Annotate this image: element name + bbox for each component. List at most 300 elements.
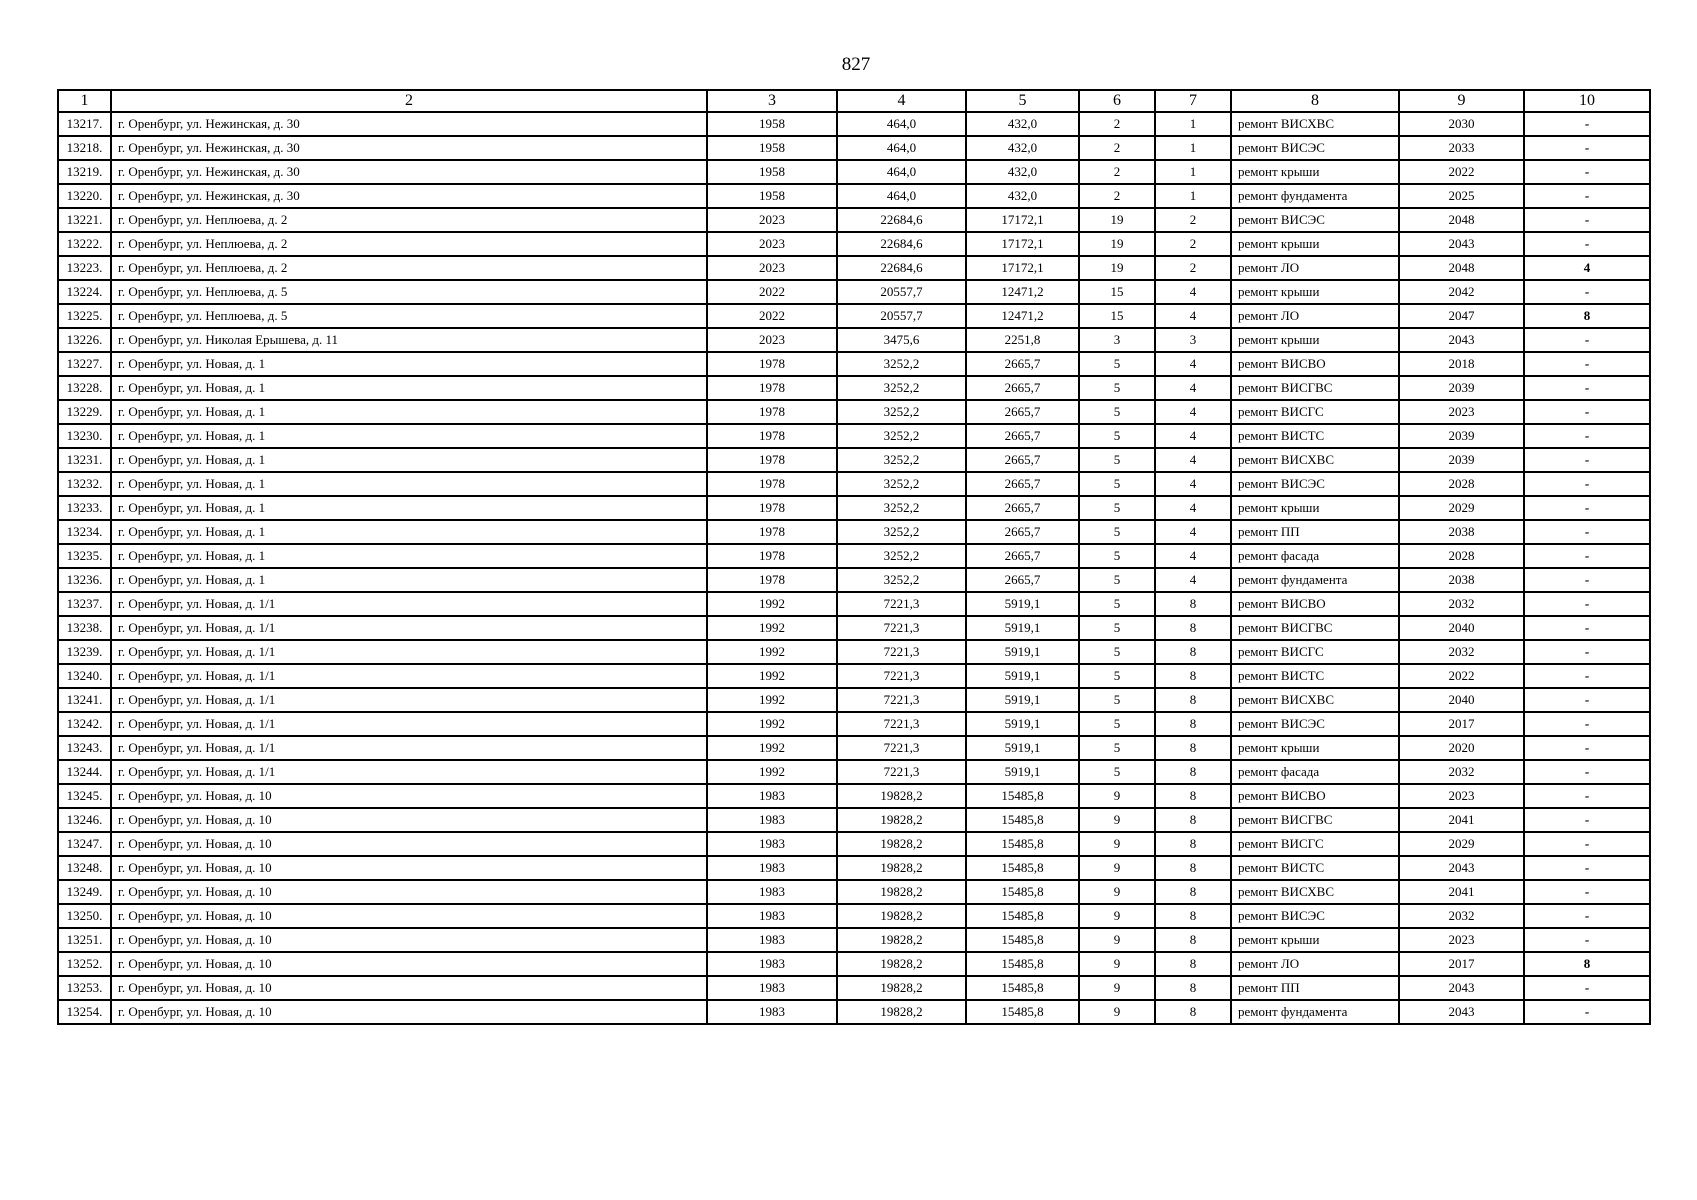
address-cell: г. Оренбург, ул. Неплюева, д. 5 bbox=[111, 304, 707, 328]
address-cell: г. Оренбург, ул. Николая Ерышева, д. 11 bbox=[111, 328, 707, 352]
living-area-cell: 2251,8 bbox=[966, 328, 1079, 352]
build-year-cell: 1992 bbox=[707, 592, 837, 616]
table-row bbox=[58, 784, 1650, 808]
repair-type-cell: ремонт крыши bbox=[1231, 496, 1399, 520]
repair-type-cell: ремонт фундамента bbox=[1231, 568, 1399, 592]
build-year-cell: 1958 bbox=[707, 112, 837, 136]
address-cell: г. Оренбург, ул. Новая, д. 1 bbox=[111, 568, 707, 592]
total-area-cell: 22684,6 bbox=[837, 232, 966, 256]
living-area-cell: 2665,7 bbox=[966, 472, 1079, 496]
total-area-cell: 7221,3 bbox=[837, 592, 966, 616]
planned-year-cell: 2047 bbox=[1399, 304, 1524, 328]
table-row bbox=[58, 496, 1650, 520]
build-year-cell: 1983 bbox=[707, 1000, 837, 1024]
repair-type-cell: ремонт ВИСВО bbox=[1231, 352, 1399, 376]
column-header-10: 10 bbox=[1524, 90, 1650, 112]
table-row bbox=[58, 376, 1650, 400]
entrances-cell: 4 bbox=[1155, 424, 1231, 448]
floors-cell: 3 bbox=[1079, 328, 1155, 352]
column-10-value-cell: - bbox=[1524, 160, 1650, 184]
address-cell: г. Оренбург, ул. Новая, д. 10 bbox=[111, 904, 707, 928]
entrances-cell: 8 bbox=[1155, 976, 1231, 1000]
build-year-cell: 2023 bbox=[707, 328, 837, 352]
row-number-cell: 13242. bbox=[58, 712, 111, 736]
repair-type-cell: ремонт ВИСЭС bbox=[1231, 472, 1399, 496]
column-10-value-cell: - bbox=[1524, 712, 1650, 736]
entrances-cell: 1 bbox=[1155, 112, 1231, 136]
row-number-cell: 13245. bbox=[58, 784, 111, 808]
column-10-value-cell: - bbox=[1524, 928, 1650, 952]
column-header-7: 7 bbox=[1155, 90, 1231, 112]
column-10-value-cell: - bbox=[1524, 640, 1650, 664]
living-area-cell: 5919,1 bbox=[966, 736, 1079, 760]
entrances-cell: 8 bbox=[1155, 664, 1231, 688]
living-area-cell: 15485,8 bbox=[966, 928, 1079, 952]
floors-cell: 5 bbox=[1079, 712, 1155, 736]
entrances-cell: 4 bbox=[1155, 448, 1231, 472]
living-area-cell: 5919,1 bbox=[966, 616, 1079, 640]
column-header-6: 6 bbox=[1079, 90, 1155, 112]
planned-year-cell: 2018 bbox=[1399, 352, 1524, 376]
entrances-cell: 8 bbox=[1155, 640, 1231, 664]
table-row bbox=[58, 232, 1650, 256]
column-header-4: 4 bbox=[837, 90, 966, 112]
entrances-cell: 2 bbox=[1155, 256, 1231, 280]
column-10-value-cell: - bbox=[1524, 376, 1650, 400]
build-year-cell: 1983 bbox=[707, 904, 837, 928]
floors-cell: 5 bbox=[1079, 760, 1155, 784]
row-number-cell: 13237. bbox=[58, 592, 111, 616]
repair-type-cell: ремонт крыши bbox=[1231, 280, 1399, 304]
total-area-cell: 7221,3 bbox=[837, 712, 966, 736]
address-cell: г. Оренбург, ул. Новая, д. 1 bbox=[111, 472, 707, 496]
total-area-cell: 3475,6 bbox=[837, 328, 966, 352]
planned-year-cell: 2041 bbox=[1399, 880, 1524, 904]
column-10-value-cell: - bbox=[1524, 400, 1650, 424]
repair-type-cell: ремонт ВИСХВС bbox=[1231, 688, 1399, 712]
build-year-cell: 1978 bbox=[707, 352, 837, 376]
floors-cell: 5 bbox=[1079, 568, 1155, 592]
living-area-cell: 17172,1 bbox=[966, 208, 1079, 232]
row-number-cell: 13243. bbox=[58, 736, 111, 760]
floors-cell: 5 bbox=[1079, 592, 1155, 616]
build-year-cell: 1978 bbox=[707, 376, 837, 400]
column-10-value-cell: - bbox=[1524, 112, 1650, 136]
repair-type-cell: ремонт ВИСХВС bbox=[1231, 880, 1399, 904]
build-year-cell: 1978 bbox=[707, 544, 837, 568]
table-row bbox=[58, 328, 1650, 352]
entrances-cell: 4 bbox=[1155, 352, 1231, 376]
row-number-cell: 13222. bbox=[58, 232, 111, 256]
living-area-cell: 2665,7 bbox=[966, 520, 1079, 544]
build-year-cell: 2022 bbox=[707, 280, 837, 304]
total-area-cell: 3252,2 bbox=[837, 496, 966, 520]
row-number-cell: 13246. bbox=[58, 808, 111, 832]
total-area-cell: 3252,2 bbox=[837, 424, 966, 448]
repair-type-cell: ремонт ВИСГС bbox=[1231, 832, 1399, 856]
floors-cell: 5 bbox=[1079, 640, 1155, 664]
build-year-cell: 1983 bbox=[707, 832, 837, 856]
total-area-cell: 464,0 bbox=[837, 160, 966, 184]
column-10-value-cell: 8 bbox=[1524, 952, 1650, 976]
planned-year-cell: 2039 bbox=[1399, 376, 1524, 400]
address-cell: г. Оренбург, ул. Новая, д. 1 bbox=[111, 400, 707, 424]
column-header-9: 9 bbox=[1399, 90, 1524, 112]
address-cell: г. Оренбург, ул. Неплюева, д. 2 bbox=[111, 232, 707, 256]
column-10-value-cell: - bbox=[1524, 136, 1650, 160]
planned-year-cell: 2040 bbox=[1399, 616, 1524, 640]
row-number-cell: 13239. bbox=[58, 640, 111, 664]
floors-cell: 5 bbox=[1079, 376, 1155, 400]
address-cell: г. Оренбург, ул. Новая, д. 10 bbox=[111, 952, 707, 976]
repair-type-cell: ремонт крыши bbox=[1231, 232, 1399, 256]
floors-cell: 2 bbox=[1079, 184, 1155, 208]
planned-year-cell: 2028 bbox=[1399, 472, 1524, 496]
repair-type-cell: ремонт ВИСТС bbox=[1231, 424, 1399, 448]
column-10-value-cell: - bbox=[1524, 544, 1650, 568]
total-area-cell: 3252,2 bbox=[837, 544, 966, 568]
row-number-cell: 13233. bbox=[58, 496, 111, 520]
table-row bbox=[58, 712, 1650, 736]
planned-year-cell: 2023 bbox=[1399, 784, 1524, 808]
build-year-cell: 1992 bbox=[707, 736, 837, 760]
build-year-cell: 1983 bbox=[707, 808, 837, 832]
entrances-cell: 2 bbox=[1155, 232, 1231, 256]
row-number-cell: 13248. bbox=[58, 856, 111, 880]
planned-year-cell: 2038 bbox=[1399, 568, 1524, 592]
table-row bbox=[58, 448, 1650, 472]
floors-cell: 5 bbox=[1079, 400, 1155, 424]
table-row bbox=[58, 928, 1650, 952]
planned-year-cell: 2038 bbox=[1399, 520, 1524, 544]
table-row bbox=[58, 736, 1650, 760]
address-cell: г. Оренбург, ул. Новая, д. 1/1 bbox=[111, 592, 707, 616]
repair-type-cell: ремонт ЛО bbox=[1231, 256, 1399, 280]
planned-year-cell: 2025 bbox=[1399, 184, 1524, 208]
table-row bbox=[58, 400, 1650, 424]
table-row bbox=[58, 592, 1650, 616]
total-area-cell: 464,0 bbox=[837, 112, 966, 136]
repair-type-cell: ремонт ПП bbox=[1231, 520, 1399, 544]
entrances-cell: 8 bbox=[1155, 832, 1231, 856]
column-10-value-cell: - bbox=[1524, 784, 1650, 808]
row-number-cell: 13234. bbox=[58, 520, 111, 544]
row-number-cell: 13253. bbox=[58, 976, 111, 1000]
column-10-value-cell: - bbox=[1524, 232, 1650, 256]
row-number-cell: 13223. bbox=[58, 256, 111, 280]
build-year-cell: 1958 bbox=[707, 184, 837, 208]
floors-cell: 2 bbox=[1079, 112, 1155, 136]
entrances-cell: 8 bbox=[1155, 880, 1231, 904]
address-cell: г. Оренбург, ул. Новая, д. 10 bbox=[111, 1000, 707, 1024]
column-10-value-cell: - bbox=[1524, 424, 1650, 448]
planned-year-cell: 2032 bbox=[1399, 904, 1524, 928]
living-area-cell: 2665,7 bbox=[966, 496, 1079, 520]
repair-type-cell: ремонт ВИСГС bbox=[1231, 640, 1399, 664]
column-10-value-cell: 8 bbox=[1524, 304, 1650, 328]
column-10-value-cell: - bbox=[1524, 688, 1650, 712]
total-area-cell: 3252,2 bbox=[837, 400, 966, 424]
address-cell: г. Оренбург, ул. Новая, д. 1/1 bbox=[111, 736, 707, 760]
floors-cell: 9 bbox=[1079, 880, 1155, 904]
table-row bbox=[58, 208, 1650, 232]
floors-cell: 9 bbox=[1079, 976, 1155, 1000]
planned-year-cell: 2030 bbox=[1399, 112, 1524, 136]
total-area-cell: 3252,2 bbox=[837, 376, 966, 400]
row-number-cell: 13217. bbox=[58, 112, 111, 136]
table-row bbox=[58, 688, 1650, 712]
column-10-value-cell: - bbox=[1524, 1000, 1650, 1024]
living-area-cell: 15485,8 bbox=[966, 1000, 1079, 1024]
address-cell: г. Оренбург, ул. Новая, д. 10 bbox=[111, 808, 707, 832]
table-row bbox=[58, 1000, 1650, 1024]
floors-cell: 5 bbox=[1079, 736, 1155, 760]
row-number-cell: 13231. bbox=[58, 448, 111, 472]
column-10-value-cell: - bbox=[1524, 832, 1650, 856]
column-10-value-cell: - bbox=[1524, 352, 1650, 376]
entrances-cell: 4 bbox=[1155, 304, 1231, 328]
total-area-cell: 7221,3 bbox=[837, 736, 966, 760]
floors-cell: 2 bbox=[1079, 136, 1155, 160]
repair-type-cell: ремонт фундамента bbox=[1231, 184, 1399, 208]
living-area-cell: 2665,7 bbox=[966, 424, 1079, 448]
build-year-cell: 1992 bbox=[707, 688, 837, 712]
build-year-cell: 2023 bbox=[707, 256, 837, 280]
living-area-cell: 432,0 bbox=[966, 136, 1079, 160]
floors-cell: 19 bbox=[1079, 208, 1155, 232]
planned-year-cell: 2043 bbox=[1399, 328, 1524, 352]
living-area-cell: 2665,7 bbox=[966, 400, 1079, 424]
total-area-cell: 20557,7 bbox=[837, 280, 966, 304]
floors-cell: 5 bbox=[1079, 616, 1155, 640]
column-10-value-cell: - bbox=[1524, 184, 1650, 208]
floors-cell: 9 bbox=[1079, 784, 1155, 808]
build-year-cell: 1978 bbox=[707, 520, 837, 544]
address-cell: г. Оренбург, ул. Новая, д. 1 bbox=[111, 520, 707, 544]
planned-year-cell: 2039 bbox=[1399, 448, 1524, 472]
total-area-cell: 19828,2 bbox=[837, 784, 966, 808]
total-area-cell: 19828,2 bbox=[837, 904, 966, 928]
repair-type-cell: ремонт ВИСГС bbox=[1231, 400, 1399, 424]
planned-year-cell: 2043 bbox=[1399, 232, 1524, 256]
repair-type-cell: ремонт ЛО bbox=[1231, 952, 1399, 976]
table-row bbox=[58, 184, 1650, 208]
total-area-cell: 19828,2 bbox=[837, 928, 966, 952]
build-year-cell: 1992 bbox=[707, 760, 837, 784]
table-body bbox=[58, 112, 1650, 1024]
living-area-cell: 5919,1 bbox=[966, 640, 1079, 664]
column-header-3: 3 bbox=[707, 90, 837, 112]
total-area-cell: 7221,3 bbox=[837, 640, 966, 664]
table-row bbox=[58, 352, 1650, 376]
table-row bbox=[58, 664, 1650, 688]
entrances-cell: 8 bbox=[1155, 688, 1231, 712]
column-10-value-cell: - bbox=[1524, 664, 1650, 688]
address-cell: г. Оренбург, ул. Нежинская, д. 30 bbox=[111, 136, 707, 160]
planned-year-cell: 2017 bbox=[1399, 712, 1524, 736]
table-row bbox=[58, 304, 1650, 328]
repair-type-cell: ремонт ВИСГВС bbox=[1231, 808, 1399, 832]
planned-year-cell: 2023 bbox=[1399, 928, 1524, 952]
entrances-cell: 8 bbox=[1155, 952, 1231, 976]
row-number-cell: 13227. bbox=[58, 352, 111, 376]
entrances-cell: 1 bbox=[1155, 136, 1231, 160]
repair-type-cell: ремонт ВИСГВС bbox=[1231, 376, 1399, 400]
build-year-cell: 1978 bbox=[707, 472, 837, 496]
table-row bbox=[58, 160, 1650, 184]
floors-cell: 5 bbox=[1079, 688, 1155, 712]
row-number-cell: 13224. bbox=[58, 280, 111, 304]
build-year-cell: 1992 bbox=[707, 664, 837, 688]
planned-year-cell: 2032 bbox=[1399, 592, 1524, 616]
row-number-cell: 13219. bbox=[58, 160, 111, 184]
entrances-cell: 4 bbox=[1155, 472, 1231, 496]
living-area-cell: 432,0 bbox=[966, 160, 1079, 184]
total-area-cell: 19828,2 bbox=[837, 808, 966, 832]
column-10-value-cell: - bbox=[1524, 280, 1650, 304]
living-area-cell: 15485,8 bbox=[966, 880, 1079, 904]
living-area-cell: 5919,1 bbox=[966, 592, 1079, 616]
total-area-cell: 19828,2 bbox=[837, 952, 966, 976]
address-cell: г. Оренбург, ул. Новая, д. 10 bbox=[111, 784, 707, 808]
repair-type-cell: ремонт ВИСХВС bbox=[1231, 448, 1399, 472]
total-area-cell: 7221,3 bbox=[837, 664, 966, 688]
table-row bbox=[58, 472, 1650, 496]
column-10-value-cell: - bbox=[1524, 568, 1650, 592]
repair-type-cell: ремонт фундамента bbox=[1231, 1000, 1399, 1024]
repair-type-cell: ремонт крыши bbox=[1231, 160, 1399, 184]
column-header-5: 5 bbox=[966, 90, 1079, 112]
column-10-value-cell: - bbox=[1524, 904, 1650, 928]
build-year-cell: 1978 bbox=[707, 496, 837, 520]
repair-type-cell: ремонт ВИСВО bbox=[1231, 592, 1399, 616]
planned-year-cell: 2039 bbox=[1399, 424, 1524, 448]
living-area-cell: 15485,8 bbox=[966, 784, 1079, 808]
total-area-cell: 3252,2 bbox=[837, 448, 966, 472]
table-row bbox=[58, 112, 1650, 136]
column-10-value-cell: - bbox=[1524, 496, 1650, 520]
floors-cell: 9 bbox=[1079, 1000, 1155, 1024]
table-row bbox=[58, 880, 1650, 904]
entrances-cell: 1 bbox=[1155, 184, 1231, 208]
living-area-cell: 5919,1 bbox=[966, 664, 1079, 688]
address-cell: г. Оренбург, ул. Новая, д. 1/1 bbox=[111, 640, 707, 664]
build-year-cell: 1978 bbox=[707, 424, 837, 448]
living-area-cell: 5919,1 bbox=[966, 712, 1079, 736]
entrances-cell: 4 bbox=[1155, 568, 1231, 592]
floors-cell: 9 bbox=[1079, 808, 1155, 832]
column-header-1: 1 bbox=[58, 90, 111, 112]
entrances-cell: 4 bbox=[1155, 496, 1231, 520]
repair-type-cell: ремонт ВИСГВС bbox=[1231, 616, 1399, 640]
build-year-cell: 1978 bbox=[707, 448, 837, 472]
floors-cell: 5 bbox=[1079, 448, 1155, 472]
address-cell: г. Оренбург, ул. Новая, д. 1 bbox=[111, 376, 707, 400]
entrances-cell: 8 bbox=[1155, 736, 1231, 760]
row-number-cell: 13251. bbox=[58, 928, 111, 952]
total-area-cell: 464,0 bbox=[837, 136, 966, 160]
row-number-cell: 13221. bbox=[58, 208, 111, 232]
living-area-cell: 15485,8 bbox=[966, 976, 1079, 1000]
planned-year-cell: 2022 bbox=[1399, 160, 1524, 184]
floors-cell: 5 bbox=[1079, 352, 1155, 376]
row-number-cell: 13232. bbox=[58, 472, 111, 496]
floors-cell: 9 bbox=[1079, 856, 1155, 880]
address-cell: г. Оренбург, ул. Новая, д. 1 bbox=[111, 352, 707, 376]
entrances-cell: 1 bbox=[1155, 160, 1231, 184]
planned-year-cell: 2042 bbox=[1399, 280, 1524, 304]
total-area-cell: 3252,2 bbox=[837, 568, 966, 592]
table-row bbox=[58, 856, 1650, 880]
build-year-cell: 2023 bbox=[707, 208, 837, 232]
repair-type-cell: ремонт ВИСТС bbox=[1231, 856, 1399, 880]
floors-cell: 5 bbox=[1079, 472, 1155, 496]
planned-year-cell: 2029 bbox=[1399, 496, 1524, 520]
repair-type-cell: ремонт ВИСЭС bbox=[1231, 904, 1399, 928]
living-area-cell: 12471,2 bbox=[966, 280, 1079, 304]
living-area-cell: 5919,1 bbox=[966, 760, 1079, 784]
address-cell: г. Оренбург, ул. Новая, д. 1 bbox=[111, 544, 707, 568]
entrances-cell: 4 bbox=[1155, 400, 1231, 424]
table-row bbox=[58, 280, 1650, 304]
address-cell: г. Оренбург, ул. Новая, д. 1/1 bbox=[111, 760, 707, 784]
row-number-cell: 13225. bbox=[58, 304, 111, 328]
build-year-cell: 1983 bbox=[707, 784, 837, 808]
entrances-cell: 4 bbox=[1155, 520, 1231, 544]
row-number-cell: 13250. bbox=[58, 904, 111, 928]
repair-registry-table bbox=[57, 89, 1651, 1025]
planned-year-cell: 2017 bbox=[1399, 952, 1524, 976]
floors-cell: 5 bbox=[1079, 664, 1155, 688]
build-year-cell: 1992 bbox=[707, 616, 837, 640]
floors-cell: 19 bbox=[1079, 232, 1155, 256]
table-row bbox=[58, 760, 1650, 784]
planned-year-cell: 2022 bbox=[1399, 664, 1524, 688]
planned-year-cell: 2028 bbox=[1399, 544, 1524, 568]
build-year-cell: 2022 bbox=[707, 304, 837, 328]
column-10-value-cell: - bbox=[1524, 448, 1650, 472]
repair-type-cell: ремонт фасада bbox=[1231, 544, 1399, 568]
build-year-cell: 1978 bbox=[707, 400, 837, 424]
entrances-cell: 8 bbox=[1155, 904, 1231, 928]
living-area-cell: 432,0 bbox=[966, 184, 1079, 208]
living-area-cell: 15485,8 bbox=[966, 832, 1079, 856]
build-year-cell: 2023 bbox=[707, 232, 837, 256]
living-area-cell: 15485,8 bbox=[966, 808, 1079, 832]
address-cell: г. Оренбург, ул. Неплюева, д. 5 bbox=[111, 280, 707, 304]
column-10-value-cell: - bbox=[1524, 880, 1650, 904]
table-row bbox=[58, 424, 1650, 448]
planned-year-cell: 2048 bbox=[1399, 256, 1524, 280]
table-row bbox=[58, 976, 1650, 1000]
planned-year-cell: 2032 bbox=[1399, 760, 1524, 784]
total-area-cell: 464,0 bbox=[837, 184, 966, 208]
total-area-cell: 22684,6 bbox=[837, 256, 966, 280]
table-row bbox=[58, 832, 1650, 856]
address-cell: г. Оренбург, ул. Неплюева, д. 2 bbox=[111, 208, 707, 232]
column-10-value-cell: - bbox=[1524, 808, 1650, 832]
row-number-cell: 13226. bbox=[58, 328, 111, 352]
repair-type-cell: ремонт ВИСТС bbox=[1231, 664, 1399, 688]
entrances-cell: 4 bbox=[1155, 376, 1231, 400]
row-number-cell: 13236. bbox=[58, 568, 111, 592]
build-year-cell: 1958 bbox=[707, 160, 837, 184]
build-year-cell: 1983 bbox=[707, 928, 837, 952]
floors-cell: 5 bbox=[1079, 424, 1155, 448]
row-number-cell: 13244. bbox=[58, 760, 111, 784]
floors-cell: 5 bbox=[1079, 520, 1155, 544]
floors-cell: 9 bbox=[1079, 928, 1155, 952]
